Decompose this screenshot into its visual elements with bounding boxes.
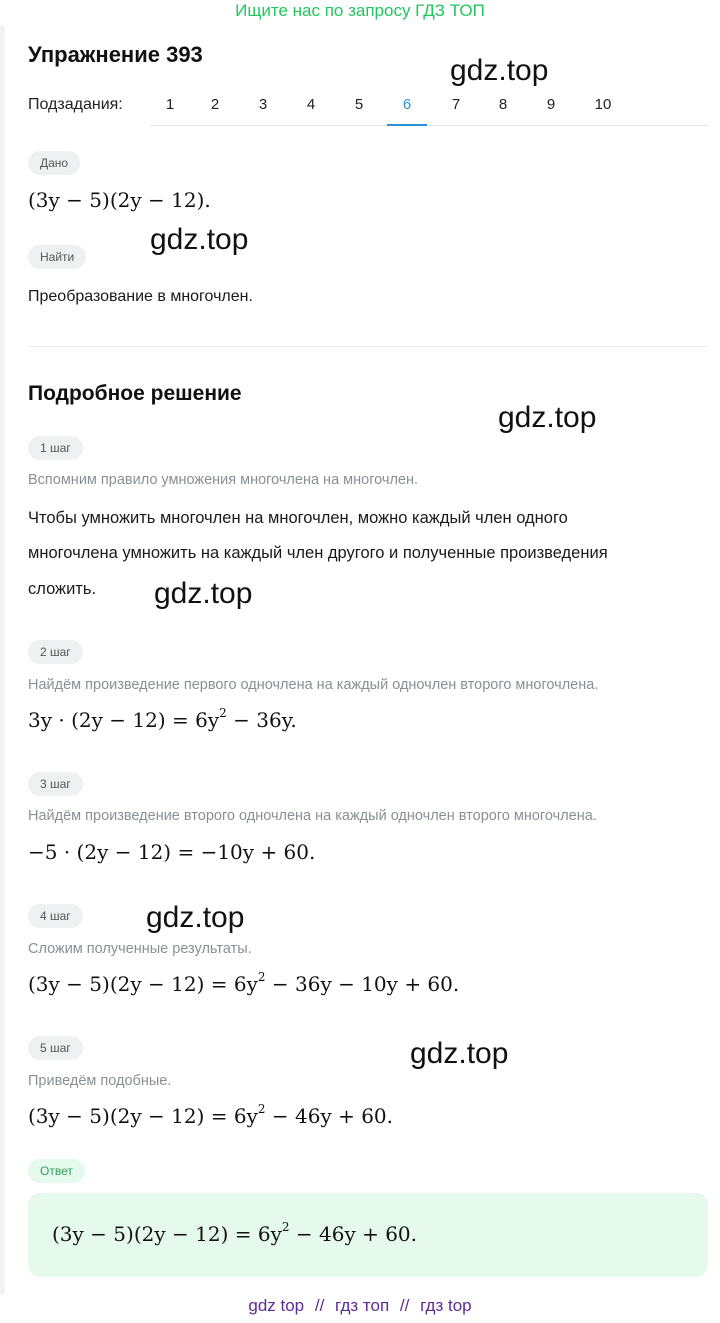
solution-title: Подробное решение	[28, 382, 242, 405]
subtask-tab-3[interactable]: 3	[258, 96, 268, 113]
watermark: gdz.top	[150, 223, 249, 256]
watermark: gdz.top	[146, 901, 245, 934]
step-1-hint: Вспомним правило умножения многочлена на многочлен.	[28, 472, 419, 488]
step-4-hint: Сложим полученные результаты.	[28, 941, 252, 957]
step-4-badge: 4 шаг	[28, 904, 83, 928]
step-1-line-2: многочлена умножить на каждый член другого и полученные произведения	[28, 544, 608, 562]
promo-banner[interactable]: Ищите нас по запросу ГДЗ ТОП	[235, 1, 485, 20]
step-5-hint: Приведём подобные.	[28, 1073, 172, 1089]
subtask-tabs	[150, 88, 708, 126]
step-1-badge: 1 шаг	[28, 436, 83, 460]
footer-link-gdz-top-mixed[interactable]: гдз top	[420, 1296, 472, 1315]
find-badge: Найти	[28, 245, 86, 269]
step-3-badge: 3 шаг	[28, 772, 83, 796]
watermark: gdz.top	[498, 401, 597, 434]
watermark: gdz.top	[154, 577, 253, 610]
watermark: gdz.top	[410, 1037, 509, 1070]
exercise-title: Упражнение 393	[28, 42, 203, 67]
subtasks-label: Подзадания:	[28, 96, 123, 113]
footer-separator: //	[314, 1296, 325, 1315]
subtask-tab-4[interactable]: 4	[306, 96, 316, 113]
answer-expression: $(3y - 5)(2y - 12) = 6y^2 - 46y + 60$.	[52, 1220, 418, 1246]
footer-links	[0, 1296, 720, 1316]
step-5-badge: 5 шаг	[28, 1036, 83, 1060]
step-2-badge: 2 шаг	[28, 640, 83, 664]
given-badge: Дано	[28, 151, 80, 175]
footer-separator: //	[399, 1296, 410, 1315]
step-2-hint: Найдём произведение первого одночлена на каждый одночлен второго многочлена.	[28, 677, 599, 693]
step-3-hint: Найдём произведение второго одночлена на каждый одночлен второго многочлена.	[28, 808, 597, 824]
subtask-tab-7[interactable]: 7	[451, 96, 461, 113]
subtask-tab-1[interactable]: 1	[165, 96, 175, 113]
subtask-tab-10[interactable]: 10	[594, 96, 612, 113]
answer-badge: Ответ	[28, 1159, 85, 1183]
subtask-tab-9[interactable]: 9	[546, 96, 556, 113]
step-2-expression: $3y \cdot (2y - 12) = 6y^2 - 36y$.	[28, 706, 297, 732]
step-3-expression: −5 · (2y − 12) = −10y + 60.	[28, 840, 316, 864]
footer-link-gdz-top[interactable]: gdz top	[248, 1296, 305, 1315]
find-text: Преобразование в многочлен.	[28, 288, 253, 305]
step-4-expression: $(3y - 5)(2y - 12) = 6y^2 - 36y - 10y + 60$.	[28, 970, 460, 996]
subtask-tab-5[interactable]: 5	[354, 96, 364, 113]
step-1-line-3: сложить.	[28, 580, 97, 598]
footer-link-gdz-top-ru[interactable]: гдз топ	[335, 1296, 390, 1315]
subtask-tab-8[interactable]: 8	[498, 96, 508, 113]
subtask-tab-2[interactable]: 2	[210, 96, 220, 113]
section-divider	[28, 346, 708, 347]
watermark: gdz.top	[450, 54, 549, 87]
step-5-expression: $(3y - 5)(2y - 12) = 6y^2 - 46y + 60$.	[28, 1102, 394, 1128]
given-expression: (3y − 5)(2y − 12).	[28, 188, 211, 212]
step-1-line-1: Чтобы умножить многочлен на многочлен, можно каждый член одного	[28, 509, 568, 527]
subtask-tab-6-active[interactable]: 6	[387, 88, 427, 126]
